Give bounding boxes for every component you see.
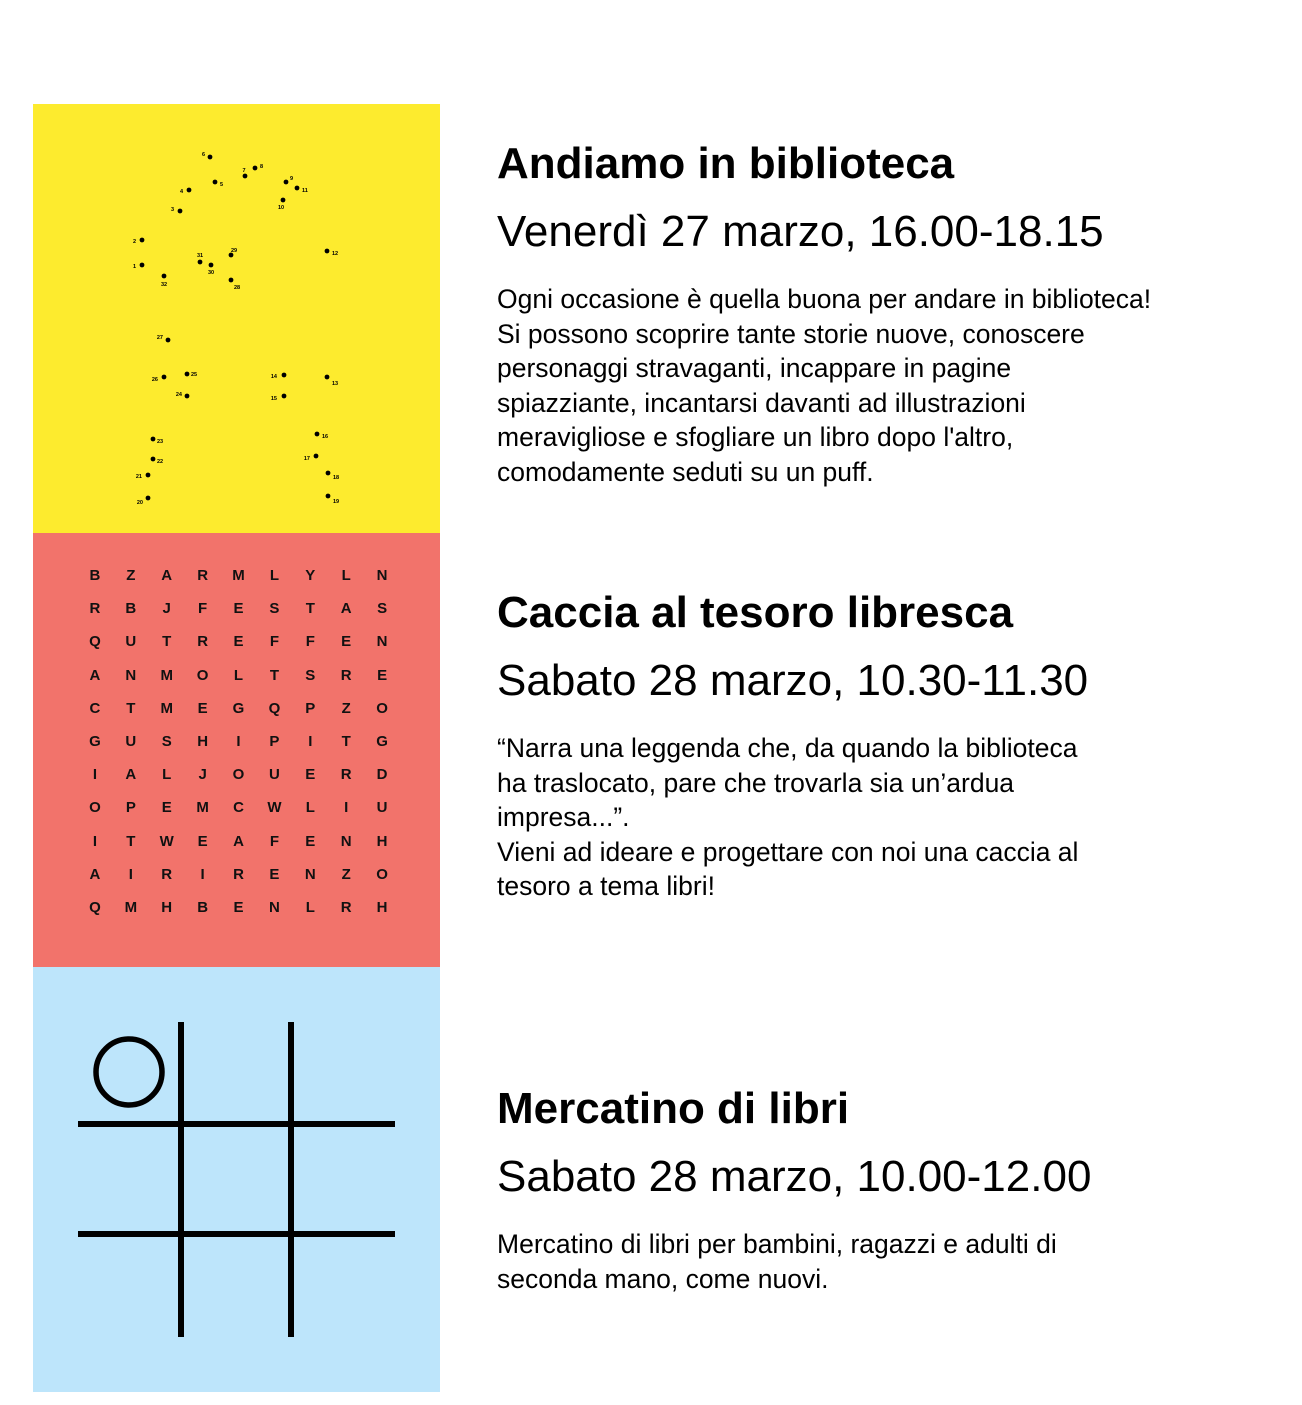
word-search-letter: Y — [305, 567, 316, 585]
word-search-letter: B — [197, 898, 209, 916]
word-search-letter: I — [200, 865, 205, 883]
word-search-letter: U — [268, 766, 280, 784]
dot-30 — [209, 263, 214, 268]
dot-label-2: 2 — [132, 239, 136, 245]
word-search-letter: T — [269, 666, 279, 684]
dot-12 — [325, 249, 330, 254]
word-search-letter: T — [341, 733, 351, 751]
dot-2 — [140, 238, 145, 243]
connect-dots-illustration — [33, 104, 440, 533]
word-search-letter: O — [376, 865, 388, 883]
event-andiamo-in-biblioteca — [497, 138, 1297, 490]
word-search-letter: E — [305, 832, 316, 850]
dot-6 — [208, 155, 213, 160]
word-search-letter: O — [196, 666, 209, 684]
dot-label-15: 15 — [270, 396, 277, 402]
description-line: seconda mano, come nuovi. — [497, 1263, 829, 1294]
word-search-letter: I — [308, 733, 313, 751]
description-line: impresa...”. — [497, 802, 630, 833]
word-search-letter: F — [269, 633, 279, 651]
word-search-letter: R — [340, 766, 352, 784]
dot-label-23: 23 — [157, 439, 164, 445]
dot-7 — [243, 174, 248, 179]
description-line: Si possono scoprire tante storie nuove, conoscere — [497, 318, 1085, 349]
word-search-letter: O — [232, 766, 245, 784]
word-search-letter: A — [161, 567, 173, 585]
word-search-row — [77, 592, 400, 625]
dot-label-12: 12 — [332, 251, 339, 257]
dot-label-32: 32 — [160, 282, 168, 288]
event-mercatino-di-libri — [497, 1083, 1297, 1296]
word-search-row — [77, 791, 400, 824]
dot-label-26: 26 — [151, 377, 158, 383]
word-search-letter: E — [233, 898, 244, 916]
word-search-letter: N — [376, 567, 388, 585]
word-search-letter: R — [233, 865, 244, 883]
word-search-letter: G — [232, 699, 245, 717]
word-search-letter: E — [269, 865, 280, 883]
word-search-letter: W — [159, 832, 174, 850]
word-search-row — [77, 692, 400, 725]
dot-label-29: 29 — [230, 248, 238, 254]
word-search-letter: L — [341, 567, 351, 585]
word-search-row — [77, 625, 400, 658]
word-search-letter: G — [89, 733, 101, 751]
word-search-row — [77, 891, 400, 924]
dot-label-7: 7 — [242, 168, 246, 174]
word-search-letter: Z — [341, 865, 351, 883]
word-search-letter: Z — [126, 567, 136, 585]
event-date: Sabato 28 marzo, 10.00-12.00 — [497, 1152, 1092, 1201]
dot-label-3: 3 — [170, 207, 174, 213]
dot-32 — [162, 274, 167, 279]
word-search-letter: E — [305, 766, 316, 784]
dot-label-22: 22 — [157, 459, 164, 465]
word-search-letter: I — [236, 733, 241, 751]
dot-11 — [295, 186, 300, 191]
dot-label-11: 11 — [302, 188, 308, 194]
word-search-row — [77, 559, 400, 592]
word-search-letter: A — [125, 766, 137, 784]
description-line: Vieni ad ideare e progettare con noi una caccia al — [497, 836, 1079, 867]
description-line: Mercatino di libri per bambini, ragazzi e adulti di — [497, 1229, 1057, 1259]
event-title: Caccia al tesoro libresca — [497, 588, 1014, 637]
dot-label-19: 19 — [333, 499, 340, 505]
event-date: Venerdì 27 marzo, 16.00-18.15 — [497, 207, 1104, 256]
word-search-letter: N — [125, 666, 137, 684]
word-search-letter: S — [305, 666, 316, 684]
dot-1 — [140, 263, 145, 268]
dot-22 — [151, 457, 156, 462]
dot-label-8: 8 — [260, 164, 264, 170]
event-description — [497, 1227, 1297, 1296]
word-search-letter: G — [376, 733, 388, 751]
description-line: personaggi stravaganti, incappare in pagine — [497, 353, 1012, 384]
word-search-row — [77, 758, 400, 791]
description-line: meravigliose e sfogliare un libro dopo l'altro, — [497, 422, 1014, 453]
description-line: ha traslocato, pare che trovarla sia un’ardua — [497, 767, 1015, 798]
word-search-letter: M — [124, 898, 138, 916]
dot-label-5: 5 — [220, 182, 224, 188]
word-search-letter: I — [92, 766, 98, 784]
word-search-letter: N — [340, 832, 352, 850]
dot-10 — [281, 198, 286, 203]
dot-label-24: 24 — [175, 392, 182, 398]
word-search-letter: R — [197, 567, 209, 585]
dot-28 — [229, 278, 234, 283]
dot-label-27: 27 — [156, 335, 163, 341]
event-title: Andiamo in biblioteca — [497, 139, 955, 188]
description-line: “Narra una leggenda che, da quando la biblioteca — [497, 733, 1078, 763]
word-search-letter: H — [197, 733, 209, 751]
word-search-row — [77, 825, 400, 858]
word-search-letter: P — [305, 699, 316, 717]
word-search-letter: E — [197, 699, 208, 717]
dot-4 — [187, 188, 192, 193]
word-search-letter: R — [340, 666, 352, 684]
dot-label-6: 6 — [201, 152, 205, 158]
word-search-letter: E — [233, 600, 244, 618]
word-search-letter: A — [89, 865, 101, 883]
dot-25 — [185, 372, 190, 377]
word-search-letter: U — [125, 633, 137, 651]
dot-27 — [166, 338, 171, 343]
word-search-letter: P — [125, 799, 136, 817]
word-search-letter: U — [376, 799, 388, 817]
dot-3 — [178, 209, 183, 214]
event-date: Sabato 28 marzo, 10.30-11.30 — [497, 656, 1089, 705]
word-search-letter: L — [269, 567, 279, 585]
word-search-letter: M — [160, 666, 173, 684]
dot-label-31: 31 — [196, 253, 204, 259]
word-search-letter: E — [197, 832, 208, 850]
word-search-letter: D — [376, 766, 388, 784]
word-search-letter: O — [89, 799, 101, 817]
dot-21 — [146, 473, 151, 478]
dot-31 — [198, 260, 203, 265]
word-search-letter: S — [377, 600, 388, 618]
dot-16 — [315, 432, 320, 437]
word-search-letter: T — [126, 699, 136, 717]
word-search-letter: T — [126, 832, 136, 850]
word-search-letter: I — [128, 865, 133, 883]
dot-18 — [326, 471, 331, 476]
dot-label-21: 21 — [135, 474, 142, 480]
word-search-letter: E — [341, 633, 352, 651]
word-search-letter: F — [305, 633, 315, 651]
word-search-letter: J — [198, 766, 207, 784]
blue-background — [33, 967, 440, 1392]
word-search-letter: E — [377, 666, 388, 684]
word-search-letter: P — [269, 733, 280, 751]
description-line: tesoro a tema libri! — [497, 871, 715, 902]
word-search-letter: U — [125, 733, 137, 751]
word-search-letter: L — [233, 666, 244, 684]
dot-19 — [326, 494, 331, 499]
dot-label-18: 18 — [333, 475, 340, 481]
dot-5 — [213, 180, 218, 185]
word-search-illustration — [33, 533, 440, 967]
event-title: Mercatino di libri — [497, 1084, 850, 1133]
word-search-letter: T — [162, 633, 172, 651]
word-search-row — [77, 858, 400, 891]
dot-label-9: 9 — [290, 176, 294, 182]
word-search-letter: H — [376, 898, 388, 916]
description-line: Ogni occasione è quella buona per andare in biblioteca! — [497, 284, 1152, 314]
word-search-letter: J — [162, 600, 171, 618]
connect-dots-svg — [33, 104, 440, 533]
dot-label-17: 17 — [303, 456, 310, 462]
word-search-letter: Q — [89, 898, 101, 916]
word-search-letter: L — [305, 898, 315, 916]
word-search-letter: F — [269, 832, 279, 850]
event-description — [497, 282, 1297, 490]
word-search-letter: R — [197, 633, 209, 651]
dot-9 — [284, 180, 289, 185]
dot-label-14: 14 — [270, 374, 277, 380]
word-search-letter: C — [233, 799, 244, 817]
word-search-letter: E — [233, 633, 244, 651]
word-search-letter: H — [376, 832, 388, 850]
dot-26 — [162, 375, 167, 380]
tic-tac-toe-svg — [33, 967, 440, 1392]
word-search-letter: L — [305, 799, 315, 817]
word-search-letter: M — [196, 799, 209, 817]
dot-15 — [282, 394, 287, 399]
word-search-letter: A — [89, 666, 101, 684]
word-search-letter: Q — [268, 699, 281, 717]
word-search-letter: S — [161, 733, 172, 751]
description-line: spiazziante, incantarsi davanti ad illustrazioni — [497, 387, 1026, 418]
dot-label-25: 25 — [191, 372, 198, 378]
dot-label-13: 13 — [332, 381, 339, 387]
word-search-letter: E — [161, 799, 172, 817]
word-search-letter: O — [376, 699, 388, 717]
word-search-letter: R — [89, 600, 101, 618]
word-search-letter: F — [198, 600, 208, 618]
word-search-letter: L — [162, 766, 172, 784]
dot-label-16: 16 — [322, 434, 329, 440]
dot-20 — [146, 496, 151, 501]
word-search-letter: Q — [89, 633, 101, 651]
event-caccia-al-tesoro — [497, 587, 1297, 904]
word-search-row — [77, 725, 400, 758]
word-search-letter: C — [89, 699, 101, 717]
word-search-letter: T — [305, 600, 315, 618]
description-line: comodamente seduti su un puff. — [497, 456, 874, 487]
word-search-letter: N — [304, 865, 316, 883]
dot-label-10: 10 — [277, 205, 285, 211]
word-search-letter: R — [161, 865, 173, 883]
dot-14 — [282, 373, 287, 378]
dot-label-1: 1 — [132, 264, 136, 270]
dot-23 — [151, 437, 156, 442]
word-search-letter: M — [160, 699, 173, 717]
word-search-row — [77, 659, 400, 692]
word-search-letter: S — [269, 600, 280, 618]
word-search-letter: Z — [341, 699, 351, 717]
word-search-letter: I — [92, 832, 98, 850]
word-search-letter: A — [233, 832, 244, 850]
word-search-letter: H — [161, 898, 173, 916]
word-search-letter: M — [232, 567, 245, 585]
tic-tac-toe-illustration — [33, 967, 440, 1392]
event-description — [497, 731, 1297, 904]
word-search-letter: R — [340, 898, 352, 916]
dot-label-20: 20 — [136, 500, 143, 506]
word-search-letter: B — [125, 600, 137, 618]
dot-17 — [314, 454, 319, 459]
word-search-letter: A — [340, 600, 352, 618]
yellow-background — [33, 104, 440, 533]
word-search-letter: I — [344, 799, 349, 817]
word-search-letter: N — [376, 633, 388, 651]
dot-8 — [253, 166, 258, 171]
dot-label-28: 28 — [234, 285, 241, 291]
dot-13 — [325, 375, 330, 380]
dot-24 — [185, 394, 190, 399]
word-search-letter: B — [89, 567, 101, 585]
dot-label-30: 30 — [207, 270, 215, 276]
word-search-grid — [77, 559, 400, 924]
word-search-letter: W — [267, 799, 282, 817]
word-search-letter: N — [268, 898, 280, 916]
dot-label-4: 4 — [179, 189, 183, 195]
